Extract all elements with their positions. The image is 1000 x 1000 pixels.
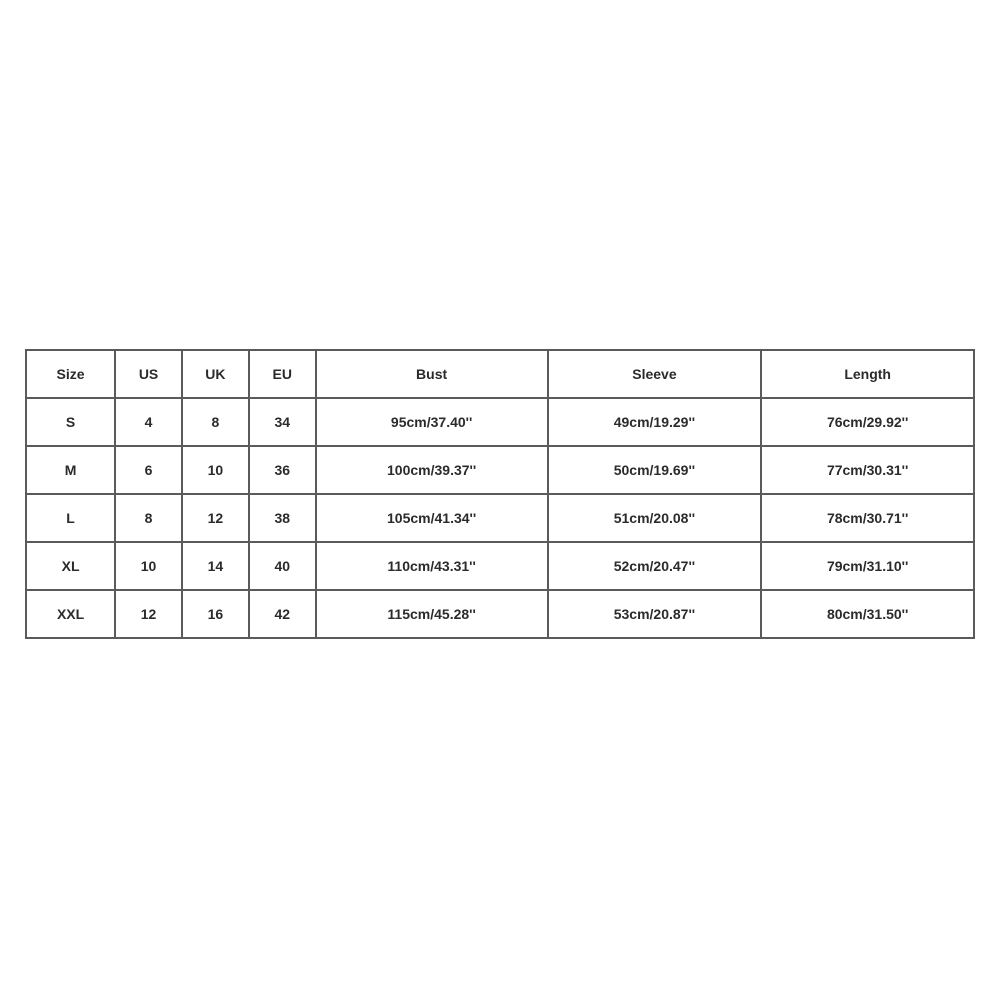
cell-uk: 8 <box>182 398 249 446</box>
cell-uk: 10 <box>182 446 249 494</box>
table-row <box>26 494 974 542</box>
table-row <box>26 446 974 494</box>
cell-bust: 110cm/43.31'' <box>316 542 548 590</box>
cell-size: L <box>26 494 115 542</box>
cell-size: S <box>26 398 115 446</box>
cell-sleeve: 52cm/20.47'' <box>548 542 762 590</box>
table-row <box>26 398 974 446</box>
cell-sleeve: 53cm/20.87'' <box>548 590 762 638</box>
cell-us: 6 <box>115 446 182 494</box>
cell-bust: 105cm/41.34'' <box>316 494 548 542</box>
cell-uk: 14 <box>182 542 249 590</box>
cell-bust: 95cm/37.40'' <box>316 398 548 446</box>
table-row <box>26 542 974 590</box>
cell-size: XXL <box>26 590 115 638</box>
header-eu: EU <box>249 350 316 398</box>
cell-length: 77cm/30.31'' <box>761 446 974 494</box>
header-us: US <box>115 350 182 398</box>
cell-us: 8 <box>115 494 182 542</box>
cell-bust: 100cm/39.37'' <box>316 446 548 494</box>
cell-eu: 36 <box>249 446 316 494</box>
cell-eu: 40 <box>249 542 316 590</box>
cell-length: 76cm/29.92'' <box>761 398 974 446</box>
cell-size: XL <box>26 542 115 590</box>
size-chart-table <box>25 349 975 639</box>
cell-uk: 16 <box>182 590 249 638</box>
header-uk: UK <box>182 350 249 398</box>
cell-sleeve: 50cm/19.69'' <box>548 446 762 494</box>
header-sleeve: Sleeve <box>548 350 762 398</box>
cell-length: 79cm/31.10'' <box>761 542 974 590</box>
header-bust: Bust <box>316 350 548 398</box>
header-size: Size <box>26 350 115 398</box>
header-length: Length <box>761 350 974 398</box>
cell-us: 12 <box>115 590 182 638</box>
cell-us: 10 <box>115 542 182 590</box>
cell-size: M <box>26 446 115 494</box>
table-header-row <box>26 350 974 398</box>
cell-eu: 38 <box>249 494 316 542</box>
cell-sleeve: 51cm/20.08'' <box>548 494 762 542</box>
cell-uk: 12 <box>182 494 249 542</box>
cell-length: 78cm/30.71'' <box>761 494 974 542</box>
cell-length: 80cm/31.50'' <box>761 590 974 638</box>
cell-us: 4 <box>115 398 182 446</box>
cell-eu: 34 <box>249 398 316 446</box>
cell-bust: 115cm/45.28'' <box>316 590 548 638</box>
table-row <box>26 590 974 638</box>
cell-sleeve: 49cm/19.29'' <box>548 398 762 446</box>
cell-eu: 42 <box>249 590 316 638</box>
